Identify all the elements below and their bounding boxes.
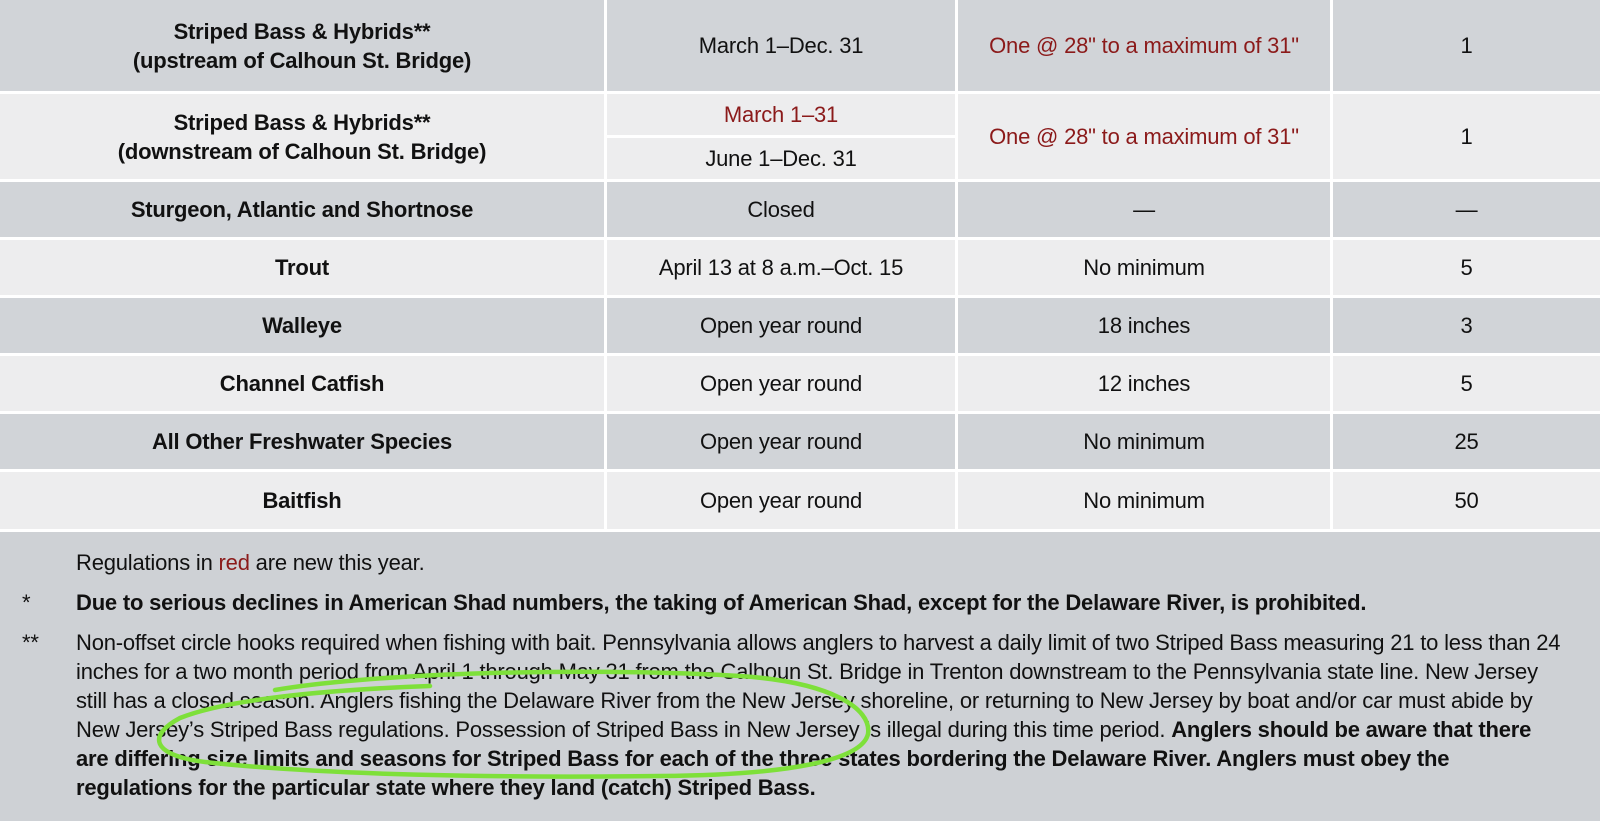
species-cell: Trout <box>0 240 607 298</box>
legend-pre: Regulations in <box>76 550 219 575</box>
limit-cell: — <box>1333 182 1600 240</box>
species-cell: Baitfish <box>0 472 607 532</box>
season-cell: Open year round <box>607 472 958 532</box>
species-name: Striped Bass & Hybrids** <box>173 18 431 44</box>
season-cell <box>607 94 958 182</box>
species-cell <box>0 94 607 182</box>
size-cell: No minimum <box>958 240 1333 298</box>
species-note: (upstream of Calhoun St. Bridge) <box>132 47 472 73</box>
table-row <box>0 240 1600 298</box>
season-cell: March 1–Dec. 31 <box>607 0 958 94</box>
table-row <box>0 356 1600 414</box>
season-cell: April 13 at 8 a.m.–Oct. 15 <box>607 240 958 298</box>
size-cell: One @ 28" to a maximum of 31" <box>958 0 1333 94</box>
species-name: Striped Bass & Hybrids** <box>173 109 431 135</box>
season-part: March 1–31 <box>607 94 955 138</box>
species-cell <box>0 0 607 94</box>
species-cell: Walleye <box>0 298 607 356</box>
footnote-single-star <box>0 588 1600 617</box>
footnote-bold: Anglers should be aware that there are differing size limits and seasons for Striped Bass for each of the three states bordering the Delaware River. Anglers must obey the regulations for the particular state where they land (catch) Striped Bass. <box>76 717 1532 800</box>
footnote-text <box>76 628 1566 802</box>
size-cell: 12 inches <box>958 356 1333 414</box>
footnotes <box>0 548 1600 813</box>
size-cell: — <box>958 182 1333 240</box>
season-part: June 1–Dec. 31 <box>705 146 857 171</box>
table-row <box>0 0 1600 94</box>
table-row <box>0 298 1600 356</box>
limit-cell: 5 <box>1333 356 1600 414</box>
footnote-text: Due to serious declines in American Shad numbers, the taking of American Shad, except for the Delaware River, is prohibited. <box>76 590 1367 615</box>
table-row <box>0 472 1600 532</box>
footnote-mark: ** <box>22 630 39 655</box>
limit-cell: 1 <box>1333 94 1600 182</box>
species-cell: Sturgeon, Atlantic and Shortnose <box>0 182 607 240</box>
species-cell: Channel Catfish <box>0 356 607 414</box>
season-cell: Open year round <box>607 298 958 356</box>
footnote-mark: * <box>22 590 31 615</box>
season-cell: Open year round <box>607 356 958 414</box>
limit-cell: 25 <box>1333 414 1600 472</box>
footnote-regular: Non-offset circle hooks required when fishing with bait. Pennsylvania allows anglers to harvest a daily limit of two Striped Bass measuring 21 to less than 24 inches for a two month period from April 1 through May 31 from the Calhoun St. Bridge in Trenton downstream to the Pennsylvania state line. New Jersey still has a closed season. Anglers fishing the Delaware River from the New Jersey shoreline, or returning to New Jersey by boat and/or car must abide by New Jersey’s Striped Bass regulations. Possession of Striped Bass in New Jersey is illegal during this time period. <box>76 630 1561 742</box>
species-note: (downstream of Calhoun St. Bridge) <box>117 138 487 164</box>
limit-cell: 3 <box>1333 298 1600 356</box>
legend-post: are new this year. <box>249 550 425 575</box>
limit-cell: 1 <box>1333 0 1600 94</box>
legend-red: red <box>218 550 250 575</box>
size-cell: One @ 28" to a maximum of 31" <box>958 94 1333 182</box>
season-cell: Closed <box>607 182 958 240</box>
table-row <box>0 94 1600 182</box>
legend-mark <box>0 548 76 577</box>
size-cell: No minimum <box>958 472 1333 532</box>
species-cell: All Other Freshwater Species <box>0 414 607 472</box>
limit-cell: 50 <box>1333 472 1600 532</box>
season-cell: Open year round <box>607 414 958 472</box>
size-cell: No minimum <box>958 414 1333 472</box>
legend-note <box>0 548 1600 577</box>
footnote-double-star <box>0 628 1600 802</box>
table-row <box>0 182 1600 240</box>
legend-text <box>76 548 1566 577</box>
limit-cell: 5 <box>1333 240 1600 298</box>
size-cell: 18 inches <box>958 298 1333 356</box>
table-row <box>0 414 1600 472</box>
